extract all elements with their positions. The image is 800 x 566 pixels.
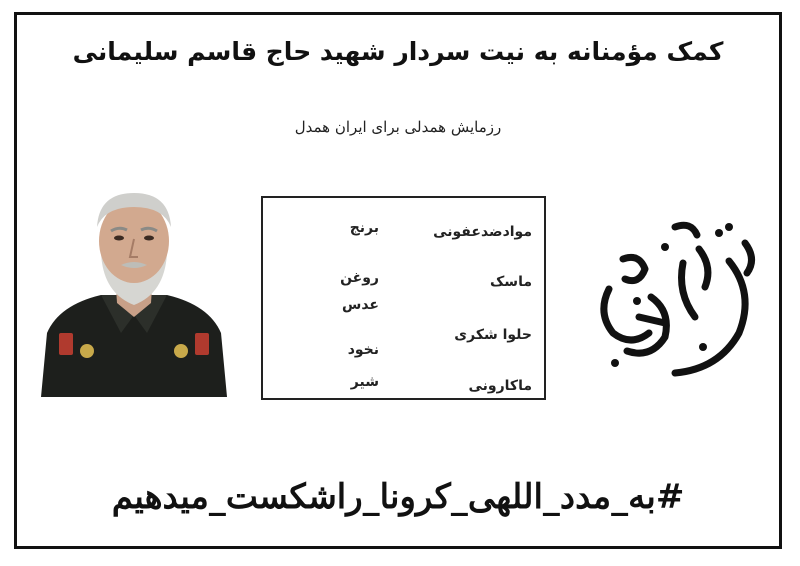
insignia-left-icon bbox=[59, 333, 73, 355]
list-item-disinfectant: موادضدعفونی bbox=[433, 224, 532, 240]
campaign-hashtag: #به_مدد_اللهی_کرونا_راشکست_میدهیم bbox=[111, 477, 685, 517]
poster-subtitle: رزمایش همدلی برای ایران همدل bbox=[294, 118, 502, 136]
poster-frame bbox=[14, 12, 782, 549]
insignia-right-icon bbox=[195, 333, 209, 355]
ramadan-calligraphy bbox=[579, 201, 775, 397]
list-item-mask: ماسک bbox=[489, 274, 532, 290]
list-item-milk: شیر bbox=[350, 374, 379, 390]
list-item-pasta: ماکارونی bbox=[468, 378, 532, 394]
portrait-image bbox=[39, 183, 229, 397]
poster-title: کمک مؤمنانه به نیت سردار شهید حاج قاسم سلیمانی bbox=[72, 37, 724, 66]
list-item-oil: روغن bbox=[340, 270, 379, 286]
portrait-drawing bbox=[39, 183, 229, 397]
list-item-lentils: عدس bbox=[342, 297, 379, 313]
list-item-chickpeas: نخود bbox=[347, 342, 379, 358]
donation-items-box bbox=[261, 196, 546, 400]
list-item-halva: حلوا شکری bbox=[454, 327, 532, 343]
calligraphy-drawing bbox=[579, 201, 775, 397]
list-item-rice: برنج bbox=[349, 220, 379, 236]
